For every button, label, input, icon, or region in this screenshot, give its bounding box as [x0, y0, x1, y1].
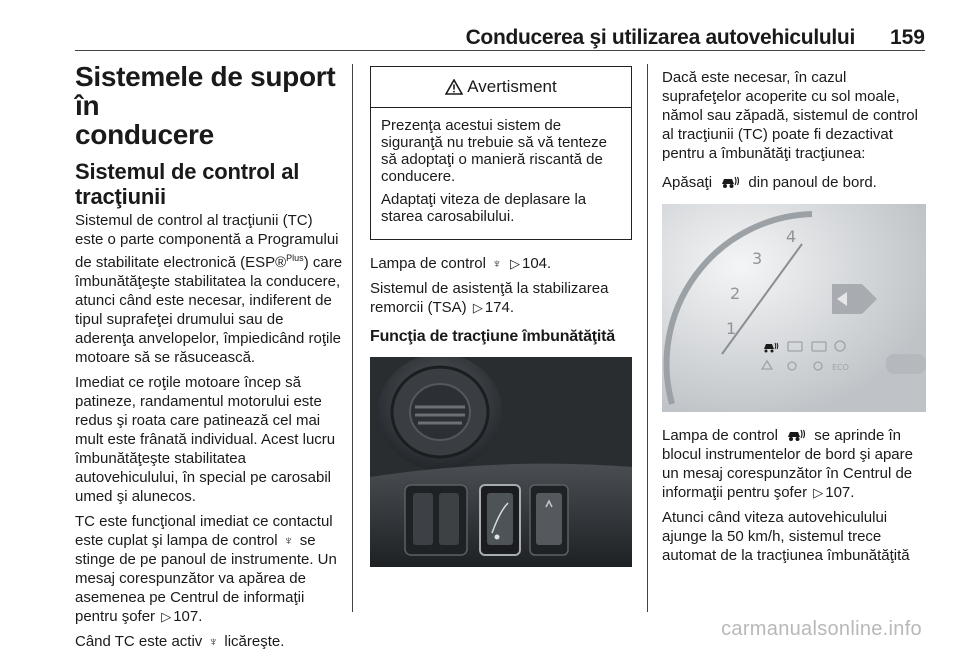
traction-off-button-icon [720, 175, 740, 189]
page-reference[interactable]: 107. [173, 608, 203, 625]
page-reference[interactable]: 107. [825, 484, 855, 501]
subsection-title-line2: tracţiunii [75, 184, 166, 209]
superscript-plus: Plus [286, 253, 304, 263]
page-reference-arrow-icon: ▷ [510, 256, 520, 271]
text-span: Sistemul de asistenţă la stabilizarea remorcii (TSA) [370, 280, 609, 316]
paragraph-auto-switch: Atunci când viteza autovehiculului ajunge la 50 km/h, sistemul trece automat de la tracţiunea îmbunătăţită [662, 509, 910, 564]
page-header [75, 24, 925, 50]
text-span: Sistemul de control al tracţiunii (TC) este o parte componentă a Programului de stabilitate electronică (ESP® [75, 212, 339, 271]
warning-paragraph-2: Adaptaţi viteza de deplasare la starea carosabilului. [381, 191, 587, 225]
traction-control-lamp-icon: ♆ [283, 533, 294, 548]
traction-off-lamp-icon [786, 428, 806, 442]
svg-text:ECO: ECO [832, 363, 849, 372]
paragraph-lamp-on [662, 426, 926, 502]
section-title-line2: conducere [75, 119, 214, 150]
header-title: Conducerea şi utilizarea autovehiculului [465, 26, 855, 49]
column-divider-2 [647, 64, 648, 612]
text-span: se stinge de pe panoul de instrumente. Un mesaj corespunzător va apărea de asemenea pe Centrul de informaţii pentru şofer [75, 532, 337, 625]
svg-text:4: 4 [786, 227, 797, 246]
paragraph-press-button [662, 173, 926, 192]
instrument-cluster-illustration [662, 204, 926, 412]
column-divider-1 [352, 64, 353, 612]
text-span: din panoul de bord. [748, 174, 877, 191]
svg-text:3: 3 [752, 249, 763, 268]
column-2 [370, 66, 632, 567]
section-title [75, 62, 343, 149]
page-reference[interactable]: 104. [522, 255, 552, 272]
paragraph-tc-function: Imediat ce roţile motoare încep să patineze, randamentul motorului este redus şi roata care patinează cel mai mult este frânată individual. Acest lucru îmbunătăţeşte stabilitatea autovehiculului, în special pe carosabil umed şi alunecos. [75, 374, 336, 505]
text-span: Când TC este activ [75, 633, 203, 650]
subsection-title [75, 159, 343, 209]
traction-control-switch-panel-figure [370, 357, 632, 567]
paragraph-tc-deactivate: Dacă este necesar, în cazul suprafeţelor acoperite cu sol moale, nămol sau zăpadă, sistemul de control al tracţiunii (TC) poate fi dezactivat pentru a îmbunătăţi tracţiunea: [662, 69, 918, 162]
text-span: licăreşte. [224, 633, 285, 650]
page-reference-arrow-icon: ▷ [472, 300, 483, 315]
paragraph-tc-active [75, 512, 343, 626]
column-1 [75, 62, 343, 657]
traction-control-lamp-icon: ♆ [492, 256, 502, 271]
warning-triangle-icon [445, 79, 463, 95]
svg-text:1: 1 [726, 319, 737, 338]
warning-box [370, 66, 632, 240]
warning-title: Avertisment [467, 77, 557, 96]
text-span: se aprinde în blocul instrumentelor de bord şi apare un mesaj corespunzător în Centrul de informaţii pentru şofer [662, 427, 913, 501]
warning-header [371, 67, 631, 108]
watermark: carmanualsonline.info [721, 618, 922, 640]
text-span: ) care îmbunătăţeşte stabilitatea la conducere, atunci când este necesar, indiferent de tipul suprafeţei drumului sau de aderenţa anvelopelor, împiedicând roţile motoare să se răsucească. [75, 254, 343, 366]
section-heading-enhanced-traction: Funcţia de tracţiune îmbunătăţită [370, 328, 615, 345]
header-rule [75, 50, 925, 51]
section-title-line1: Sistemele de suport în [75, 61, 336, 121]
svg-text:2: 2 [730, 284, 741, 303]
switch-panel-illustration [370, 357, 632, 567]
page-reference-arrow-icon: ▷ [813, 485, 824, 500]
page-number: 159 [889, 26, 925, 49]
page-reference-arrow-icon: ▷ [161, 609, 172, 624]
paragraph-control-lamp [370, 254, 632, 273]
paragraph-tsa [370, 279, 632, 317]
text-span: Apăsaţi [662, 174, 713, 191]
instrument-cluster-figure [662, 204, 926, 412]
paragraph-tc-intro [75, 211, 343, 367]
traction-control-lamp-icon: ♆ [208, 634, 219, 649]
warning-paragraph-1: Prezenţa acestui sistem de siguranţă nu trebuie să vă tenteze să adoptaţi o manieră riscantă de conducere. [381, 117, 607, 185]
text-span: Lampa de control [662, 427, 778, 444]
column-3 [662, 68, 926, 571]
text-span: TC este funcţional imediat ce contactul este cuplat şi lampa de control [75, 513, 333, 549]
warning-body [371, 108, 631, 239]
page-reference[interactable]: 174. [484, 299, 515, 316]
subsection-title-line1: Sistemul de control al [75, 159, 300, 184]
text-span: Lampa de control [370, 255, 486, 272]
